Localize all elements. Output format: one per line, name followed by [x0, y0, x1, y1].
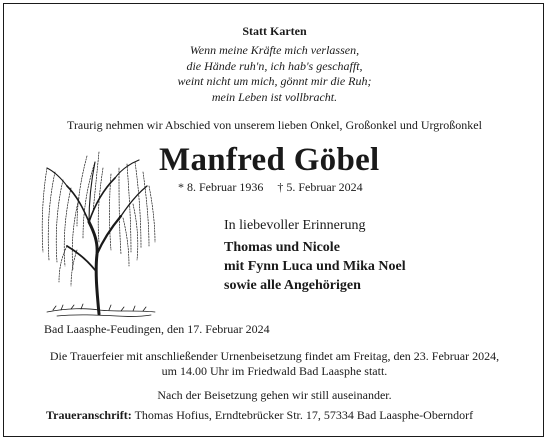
family-line: mit Fynn Luca und Mika Noel [224, 259, 406, 274]
life-dates [178, 180, 363, 195]
family-line: Thomas und Nicole [224, 240, 340, 255]
address-text: Thomas Hofius, Erndtebrücker Str. 17, 57334 Bad Laasphe-Oberndorf [134, 408, 474, 422]
family-list [224, 238, 406, 295]
poem-line: mein Leben ist vollbracht. [211, 89, 338, 104]
after-burial-note: Nach der Beisetzung gehen wir still auseinander. [157, 388, 392, 402]
ceremony-info [4, 349, 545, 378]
family-line: sowie alle Angehörigen [224, 278, 361, 293]
notice-heading: Statt Karten [242, 24, 307, 38]
obituary-card [3, 3, 544, 437]
birth-date: * 8. Februar 1936 [178, 180, 264, 194]
death-date: † 5. Februar 2024 [277, 180, 363, 194]
ceremony-line: um 14.00 Uhr im Friedwald Bad Laasphe statt. [161, 363, 388, 378]
weeping-willow-tree-image [37, 142, 163, 320]
deceased-name: Manfred Göbel [159, 142, 380, 178]
place-date: Bad Laasphe-Feudingen, den 17. Februar 2024 [44, 322, 270, 336]
ceremony-line: Die Trauerfeier mit anschließender Urnenbeisetzung findet am Freitag, den 23. Februar 2024, [49, 349, 500, 363]
poem-line: weint nicht um mich, gönnt mir die Ruh; [177, 74, 372, 88]
address-label: Traueranschrift: [46, 408, 132, 422]
poem [4, 43, 545, 105]
poem-line: die Hände ruh'n, ich hab's geschafft, [186, 58, 363, 73]
intro-text: Traurig nehmen wir Abschied von unserem lieben Onkel, Großonkel und Urgroßonkel [67, 118, 482, 132]
mourning-address [46, 408, 473, 423]
poem-line: Wenn meine Kräfte mich verlassen, [189, 43, 360, 57]
memory-line: In liebevoller Erinnerung [224, 218, 366, 233]
